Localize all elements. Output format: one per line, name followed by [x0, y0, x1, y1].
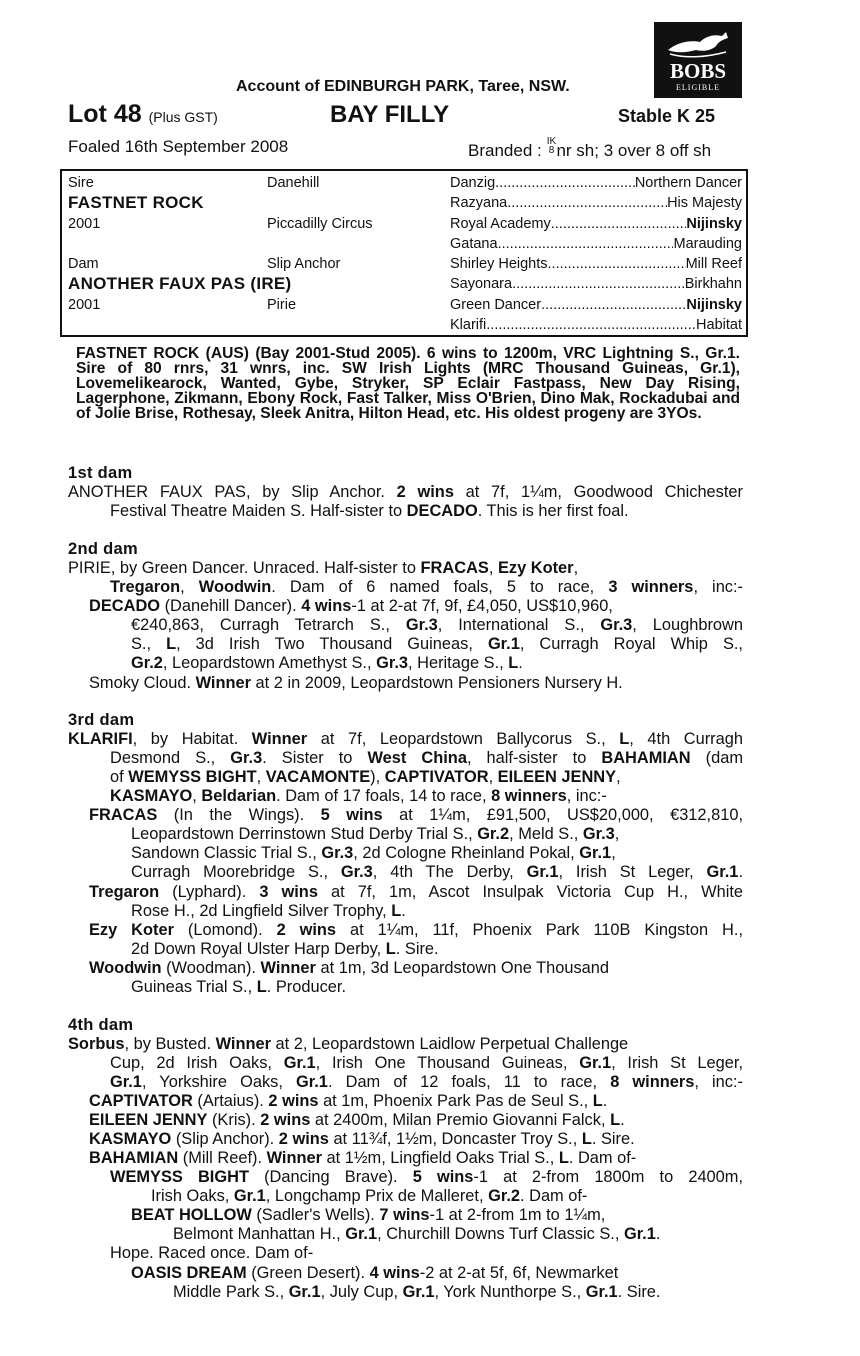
family-line: Gr.2, Leopardstown Amethyst S., Gr.3, Heritage S., L.	[131, 654, 523, 672]
horse-logo-icon	[664, 28, 732, 60]
dam-sire: Slip Anchor	[267, 256, 341, 272]
pedigree-gg-row	[450, 316, 742, 334]
vendor-account: Account of EDINBURGH PARK, Taree, NSW.	[236, 78, 570, 95]
gg-left: Sayonara	[450, 276, 513, 292]
horse-description: BAY FILLY	[330, 101, 450, 128]
pedigree-gg-row	[450, 215, 742, 233]
family-line: of WEMYSS BIGHT, VACAMONTE), CAPTIVATOR, EILEEN JENNY,	[110, 768, 621, 786]
brand-mark-bottom: 8	[548, 145, 555, 156]
brand-mark	[546, 137, 556, 155]
family-line: Tregaron (Lyphard). 3 wins at 7f, 1m, Ascot Insulpak Victoria Cup H., White	[89, 883, 744, 901]
family-line: EILEEN JENNY (Kris). 2 wins at 2400m, Milan Premio Giovanni Falck, L.	[89, 1111, 625, 1129]
family-line: KASMAYO (Slip Anchor). 2 wins at 11¾f, 1½m, Doncaster Troy S., L. Sire.	[89, 1130, 635, 1148]
branded-label: Branded :	[468, 141, 542, 160]
gg-right: Northern Dancer	[634, 175, 742, 191]
family-line: BEAT HOLLOW (Sadler's Wells). 7 wins-1 at 2-from 1m to 1¼m,	[131, 1206, 606, 1224]
family-line: Gr.1, Yorkshire Oaks, Gr.1. Dam of 12 foals, 11 to race, 8 winners, inc:-	[110, 1073, 744, 1091]
dam-year: 2001	[68, 297, 101, 313]
section-heading-2nd-dam: 2nd dam	[68, 540, 138, 558]
family-line: S., L, 3d Irish Two Thousand Guineas, Gr.1, Curragh Royal Whip S.,	[131, 635, 743, 653]
family-line: Belmont Manhattan H., Gr.1, Churchill Downs Turf Classic S., Gr.1.	[173, 1225, 661, 1243]
family-line: Cup, 2d Irish Oaks, Gr.1, Irish One Thousand Guineas, Gr.1, Irish St Leger,	[110, 1054, 743, 1072]
family-line: Woodwin (Woodman). Winner at 1m, 3d Leopardstown One Thousand	[89, 959, 610, 977]
family-line: ANOTHER FAUX PAS, by Slip Anchor. 2 wins at 7f, 1¼m, Goodwood Chichester	[68, 483, 743, 501]
family-line: KLARIFI, by Habitat. Winner at 7f, Leopardstown Ballycorus S., L, 4th Curragh	[68, 730, 743, 748]
family-line: €240,863, Curragh Tetrarch S., Gr.3, International S., Gr.3, Loughbrown	[131, 616, 743, 634]
family-line: Smoky Cloud. Winner at 2 in 2009, Leopardstown Pensioners Nursery H.	[89, 674, 623, 692]
dam-label: Dam	[68, 256, 99, 272]
family-line: Guineas Trial S., L. Producer.	[131, 978, 346, 996]
gg-left: Danzig	[450, 175, 496, 191]
branded-info	[468, 137, 711, 161]
family-line: Ezy Koter (Lomond). 2 wins at 1¼m, 11f, Phoenix Park 110B Kingston H.,	[89, 921, 743, 939]
family-line: Sorbus, by Busted. Winner at 2, Leopardstown Laidlow Perpetual Challenge	[68, 1035, 629, 1053]
pedigree-gg-row	[450, 174, 742, 192]
family-line: Rose H., 2d Lingfield Silver Trophy, L.	[131, 902, 406, 920]
family-line: 2d Down Royal Ulster Harp Derby, L. Sire.	[131, 940, 439, 958]
family-line: Desmond S., Gr.3. Sister to West China, half-sister to BAHAMIAN (dam	[110, 749, 743, 767]
family-line: Festival Theatre Maiden S. Half-sister to DECADO. This is her first foal.	[110, 502, 629, 520]
pedigree-gg-row	[450, 296, 742, 314]
foaled-date: Foaled 16th September 2008	[68, 137, 289, 156]
family-line: OASIS DREAM (Green Desert). 4 wins-2 at 2-at 5f, 6f, Newmarket	[131, 1264, 619, 1282]
family-line: CAPTIVATOR (Artaius). 2 wins at 1m, Phoenix Park Pas de Seul S., L.	[89, 1092, 608, 1110]
sire-summary: FASTNET ROCK (AUS) (Bay 2001-Stud 2005). 6 wins to 1200m, VRC Lightning S., Gr.1. Sire of 80 rnrs, 31 wnrs, inc. SW Irish Lights (MRC Thousand Guineas, Gr.1), Lovemelikearock, Wanted, Gybe, Stryker, SP Eclair Fastpass, New Day Rising, Lagerphone, Zikmann, Ebony Rock, Fast Talker, Miss O'Brien, Dino Mak, Rockadubai and of Jolie Brise, Rothesay, Sleek Anitra, Hilton Head, etc. His oldest progeny are 3YOs.	[76, 345, 740, 422]
family-line: DECADO (Danehill Dancer). 4 wins-1 at 2-at 7f, 9f, £4,050, US$10,960,	[89, 597, 613, 615]
family-line: Hope. Raced once. Dam of-	[110, 1244, 314, 1262]
gg-left: Shirley Heights	[450, 256, 548, 272]
lot-label: Lot 48	[68, 100, 142, 128]
gg-left: Razyana	[450, 195, 508, 211]
gg-right: Birkhahn	[684, 276, 742, 292]
family-line: WEMYSS BIGHT (Dancing Brave). 5 wins-1 at 2-from 1800m to 2400m,	[110, 1168, 743, 1186]
family-line: Middle Park S., Gr.1, July Cup, Gr.1, York Nunthorpe S., Gr.1. Sire.	[173, 1283, 661, 1301]
gg-left: Green Dancer	[450, 297, 542, 313]
section-heading-3rd-dam: 3rd dam	[68, 711, 135, 729]
family-line: PIRIE, by Green Dancer. Unraced. Half-sister to FRACAS, Ezy Koter,	[68, 559, 579, 577]
family-line: FRACAS (In the Wings). 5 wins at 1¼m, £91,500, US$20,000, €312,810,	[89, 806, 743, 824]
family-line: Sandown Classic Trial S., Gr.3, 2d Cologne Rheinland Pokal, Gr.1,	[131, 844, 616, 862]
family-line: Leopardstown Derrinstown Stud Derby Trial S., Gr.2, Meld S., Gr.3,	[131, 825, 620, 843]
dam-dam: Pirie	[267, 297, 297, 313]
dam-name: ANOTHER FAUX PAS (IRE)	[68, 274, 292, 293]
gg-right: Nijinsky	[686, 297, 742, 313]
family-line: Tregaron, Woodwin. Dam of 6 named foals, 5 to race, 3 winners, inc:-	[110, 578, 744, 596]
gg-right: Habitat	[696, 317, 742, 333]
gg-left: Gatana	[450, 236, 498, 252]
gg-right: Mill Reef	[685, 256, 742, 272]
bobs-eligible-logo	[654, 22, 742, 98]
gg-right: Nijinsky	[686, 216, 742, 232]
gg-right: His Majesty	[667, 195, 742, 211]
family-line: Irish Oaks, Gr.1, Longchamp Prix de Malleret, Gr.2. Dam of-	[151, 1187, 588, 1205]
lot-number	[68, 100, 218, 129]
pedigree-gg-row	[450, 275, 742, 293]
logo-subtext: ELIGIBLE	[676, 83, 720, 92]
pedigree-gg-row	[450, 194, 742, 212]
sire-sire: Danehill	[267, 175, 320, 191]
section-heading-1st-dam: 1st dam	[68, 464, 133, 482]
gg-left: Klarifi	[450, 317, 487, 333]
gg-left: Royal Academy	[450, 216, 551, 232]
family-line: BAHAMIAN (Mill Reef). Winner at 1½m, Lingfield Oaks Trial S., L. Dam of-	[89, 1149, 637, 1167]
sire-dam: Piccadilly Circus	[267, 216, 373, 232]
sire-year: 2001	[68, 216, 101, 232]
family-line: KASMAYO, Beldarian. Dam of 17 foals, 14 to race, 8 winners, inc:-	[110, 787, 607, 805]
family-line: Curragh Moorebridge S., Gr.3, 4th The Derby, Gr.1, Irish St Leger, Gr.1.	[131, 863, 743, 881]
logo-text: BOBS	[669, 59, 727, 83]
pedigree-gg-row	[450, 235, 742, 253]
pedigree-gg-row	[450, 255, 742, 273]
gg-right: Marauding	[673, 236, 742, 252]
sire-name: FASTNET ROCK	[68, 193, 204, 212]
sire-label: Sire	[68, 175, 94, 191]
brand-mark-top: IK	[546, 136, 557, 147]
pedigree-table	[60, 169, 748, 337]
branded-text: nr sh; 3 over 8 off sh	[556, 141, 712, 160]
lot-note: (Plus GST)	[148, 109, 218, 125]
section-heading-4th-dam: 4th dam	[68, 1016, 134, 1034]
stable-number: Stable K 25	[618, 106, 716, 126]
